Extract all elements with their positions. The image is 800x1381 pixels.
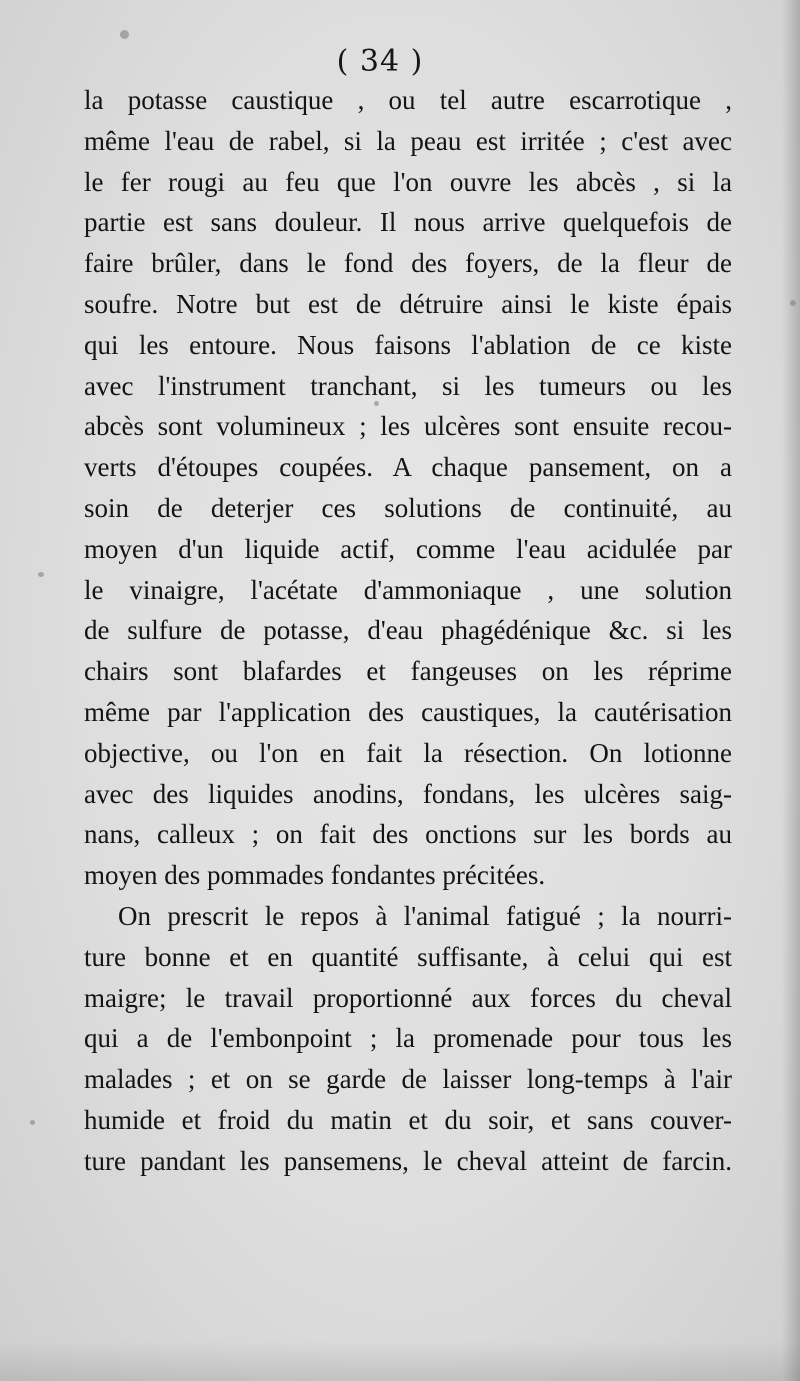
paper-speck — [120, 30, 129, 39]
text-line: avec des liquides anodins, fondans, les ulcères saig- — [84, 778, 732, 809]
text-line: soin de deterjer ces solutions de continuité, au — [84, 492, 732, 523]
body-text — [84, 80, 732, 1182]
text-line: humide et froid du matin et du soir, et sans couver- — [84, 1104, 732, 1135]
text-line: ture pandant les pansemens, le cheval atteint de farcin. — [84, 1145, 732, 1176]
text-line: qui a de l'embonpoint ; la promenade pour tous les — [84, 1023, 732, 1054]
text-line: même par l'application des caustiques, la cautérisation — [84, 696, 732, 727]
text-line: chairs sont blafardes et fangeuses on les réprime — [84, 656, 732, 687]
page-bottom-shadow — [0, 1341, 800, 1381]
text-line: moyen d'un liquide actif, comme l'eau acidulée par — [84, 533, 732, 564]
text-line: abcès sont volumineux ; les ulcères sont ensuite recou- — [84, 411, 732, 442]
text-line: le fer rougi au feu que l'on ouvre les abcès , si la — [84, 166, 732, 197]
text-line: la potasse caustique , ou tel autre escarrotique , — [84, 85, 732, 115]
page-edge-shadow — [782, 0, 800, 1381]
text-line: ture bonne et en quantité suffisante, à celui qui est — [84, 941, 732, 972]
paper-speck — [790, 300, 796, 306]
text-line: objective, ou l'on en fait la résection. On lotionne — [84, 737, 732, 768]
text-line: malades ; et on se garde de laisser long-temps à l'air — [84, 1064, 732, 1095]
text-line: même l'eau de rabel, si la peau est irritée ; c'est avec — [84, 125, 732, 156]
text-line: maigre; le travail proportionné aux forces du cheval — [84, 982, 732, 1013]
paragraph-start-line: On prescrit le repos à l'animal fatigué ; la nourri- — [118, 900, 732, 931]
text-line: soufre. Notre but est de détruire ainsi le kiste épais — [84, 288, 732, 319]
page-number: ( 34 ) — [336, 44, 424, 79]
text-line: qui les entoure. Nous faisons l'ablation de ce kiste — [84, 329, 732, 360]
paper-speck — [30, 1120, 35, 1125]
text-line: le vinaigre, l'acétate d'ammoniaque , une solution — [84, 574, 732, 605]
paragraph-end-line: moyen des pommades fondantes précitées. — [84, 860, 546, 891]
text-line: nans, calleux ; on fait des onctions sur les bords au — [84, 819, 732, 850]
text-line: partie est sans douleur. Il nous arrive quelquefois de — [84, 207, 732, 238]
text-line: verts d'étoupes coupées. A chaque pansement, on a — [84, 452, 732, 483]
paper-speck — [38, 572, 44, 577]
text-line: faire brûler, dans le fond des foyers, de la fleur de — [84, 248, 732, 279]
text-line: avec l'instrument tranchant, si les tumeurs ou les — [84, 370, 732, 401]
text-line: de sulfure de potasse, d'eau phagédénique &c. si les — [84, 615, 732, 646]
